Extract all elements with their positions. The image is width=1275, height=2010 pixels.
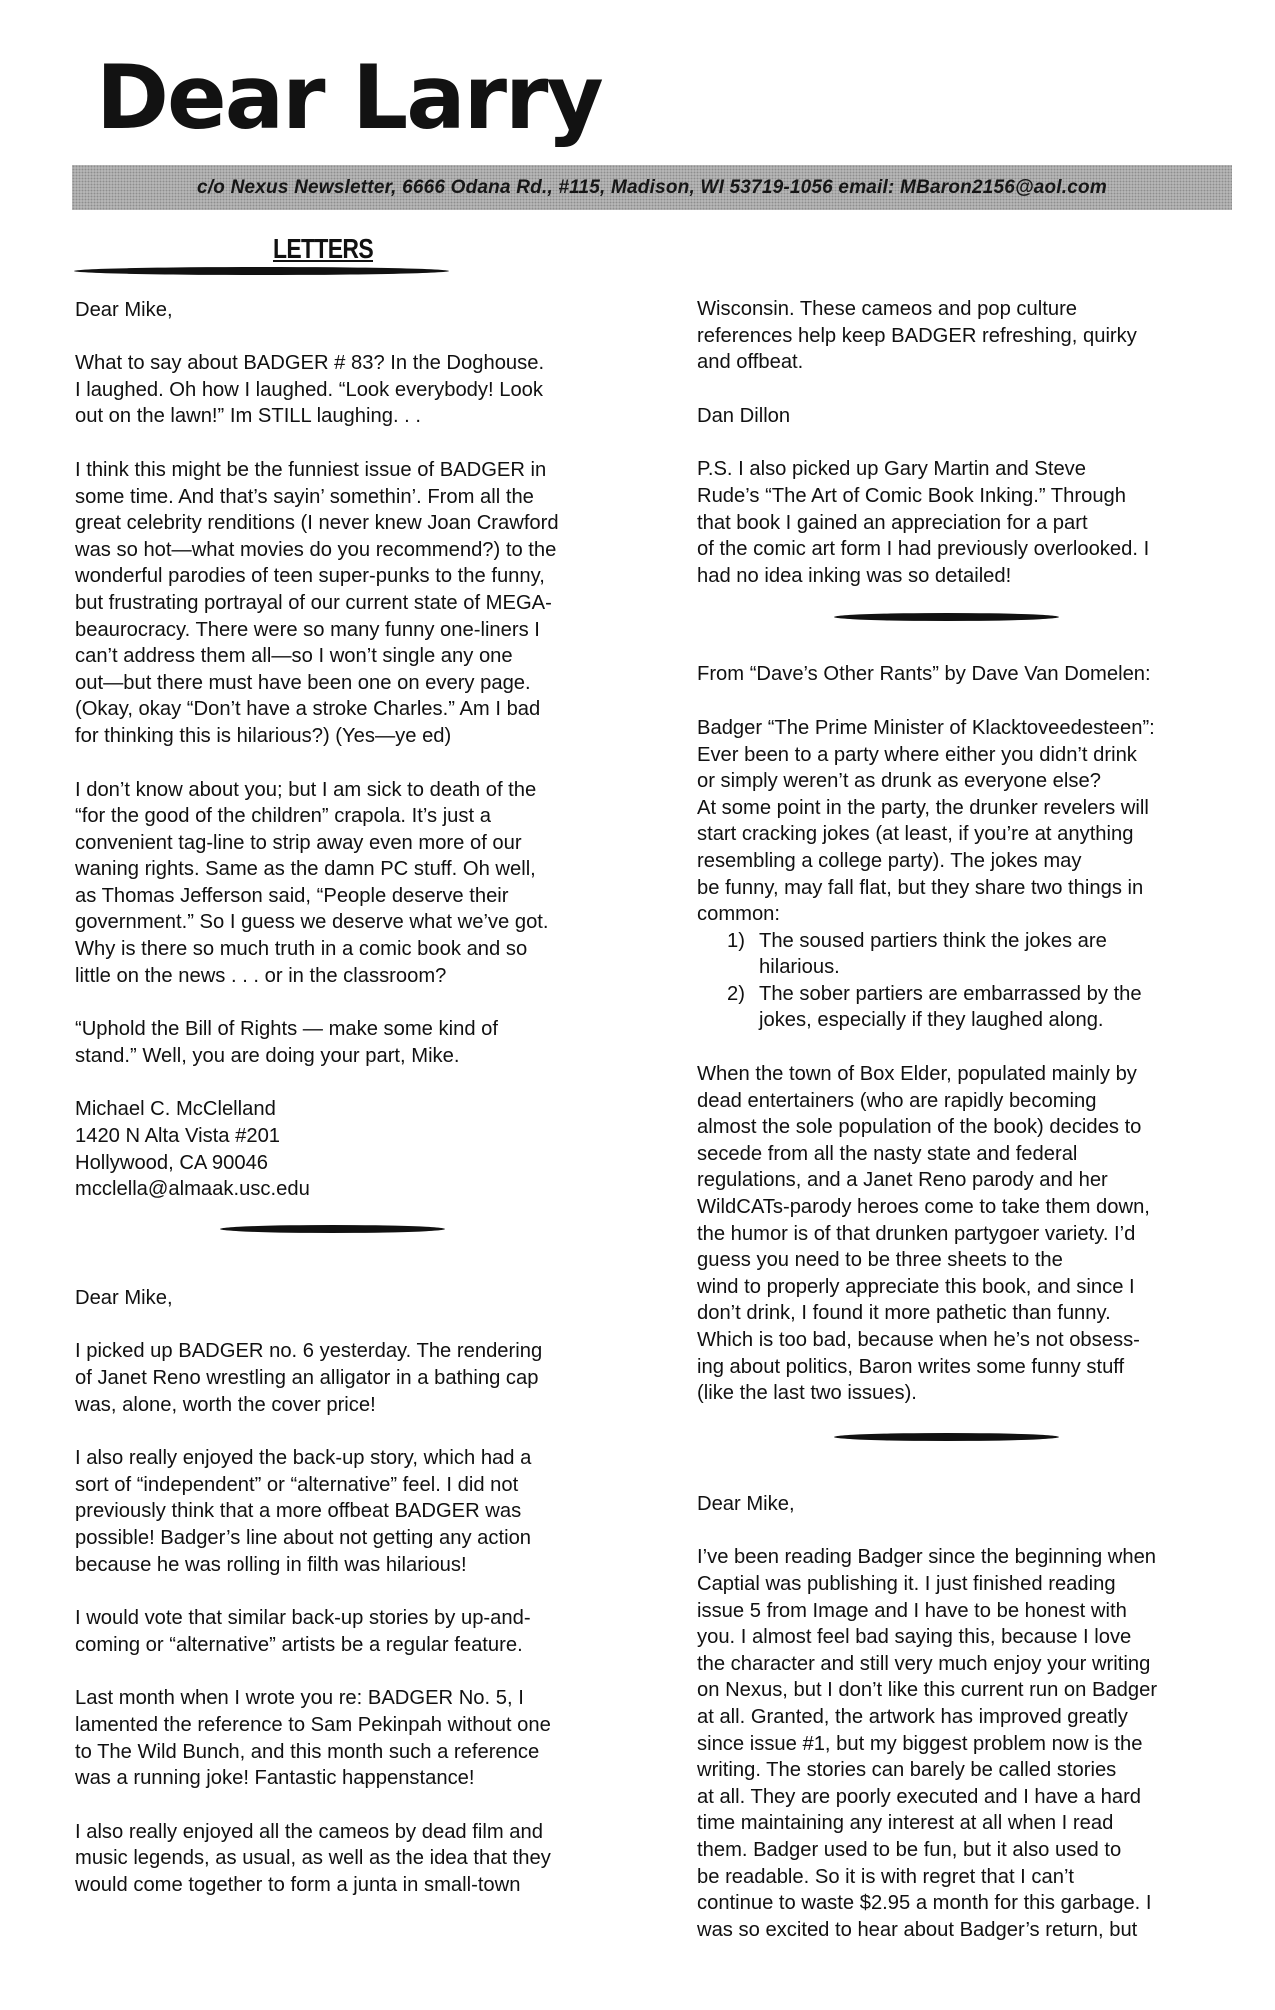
list-item: [697, 981, 1217, 1034]
letter-paragraph: Last month when I wrote you re: BADGER No. 5, I lamented the reference to Sam Pekinpah without one to The Wild Bunch, and this month such a reference was a running joke! Fantastic happenstance!: [75, 1687, 551, 1790]
letter-paragraph: I don’t know about you; but I am sick to death of the “for the good of the children” crapola. It’s just a convenient tag-line to strip away even more of our waning rights. Same as the damn PC stuff. Oh well, as Thomas Jefferson said, “People deserve their government.” So I guess we deserve what we’ve got. Why is there so much truth in a comic book and so little on the news . . . or in the classroom?: [75, 778, 549, 987]
mailing-address: c/o Nexus Newsletter, 6666 Odana Rd., #115, Madison, WI 53719-1056 email: MBaron2156@aol.com: [197, 176, 1107, 198]
letter-postscript: P.S. I also picked up Gary Martin and Steve Rude’s “The Art of Comic Book Inking.” Through that book I gained an appreciation for a part of the comic art form I had previously overlooked. I had no idea inking was so detailed!: [697, 458, 1150, 587]
letter-paragraph: I also really enjoyed the back-up story, which had a sort of “independent” or “alternative” feel. I did not previously think that a more offbeat BADGER was possible! Badger’s line about not getting any action because he was rolling in filth was hilarious!: [75, 1447, 532, 1576]
section-rule: [74, 267, 449, 275]
letter-divider: [834, 1433, 1059, 1441]
page-title: Dear Larry: [96, 46, 602, 149]
list-item-number: 1): [727, 929, 745, 952]
address-bar: [72, 165, 1232, 210]
letter-paragraph: I would vote that similar back-up stories by up-and- coming or “alternative” artists be a regular feature.: [75, 1607, 531, 1656]
letter-salutation: Dear Mike,: [697, 1492, 795, 1515]
rant-intro: From “Dave’s Other Rants” by Dave Van Domelen:: [697, 663, 1151, 686]
letter-paragraph: I also really enjoyed all the cameos by dead film and music legends, as usual, as well as the idea that they would come together to form a junta in small-town: [75, 1820, 551, 1896]
letter-signature: Michael C. McClelland 1420 N Alta Vista #201 Hollywood, CA 90046 mcclella@almaak.usc.edu: [75, 1098, 310, 1201]
letter-paragraph: I think this might be the funniest issue of BADGER in some time. And that’s sayin’ somethin’. From all the great celebrity renditions (I never knew Joan Crawford was so hot—what movies do you recommend?) to the wonderful parodies of teen super-punks to the funny, but frustrating portrayal of our current state of MEGA- beaurocracy. There were so many funny one-liners I can’t address them all—so I won’t single any one out—but there must have been one on every page. (Okay, okay “Don’t have a stroke Charles.” Am I bad for thinking this is hilarious?) (Yes—ye ed): [75, 458, 559, 747]
letter-signature: Dan Dillon: [697, 404, 791, 427]
rant-paragraph: When the town of Box Elder, populated mainly by dead entertainers (who are rapidly becoming almost the sole population of the book) decides to secede from all the nasty state and federal regulations, and a Janet Reno parody and her WildCATs-parody heroes come to take them down, the humor is of that drunken partygoer variety. I’d guess you need to be three sheets to the wind to properly appreciate this book, and since I don’t drink, I found it more pathetic than funny. Which is too bad, because when he’s not obsess- ing about politics, Baron writes some funny stuff (like the last two issues).: [697, 1063, 1150, 1405]
list-item-number: 2): [727, 982, 745, 1005]
left-column: [75, 233, 595, 1899]
rant-paragraph: Badger “The Prime Minister of Klacktoveedesteen”: Ever been to a party where either you didn’t drink or simply weren’t as drunk as everyone else? At some point in the party, the drunker revelers will start cracking jokes (at least, if you’re at anything resembling a college party). The jokes may be funny, may fall flat, but they share two things in common:: [697, 716, 1155, 926]
letter-paragraph: What to say about BADGER # 83? In the Doghouse. I laughed. Oh how I laughed. “Look everybody! Look out on the lawn!” Im STILL laughing. . .: [75, 352, 545, 428]
section-header: [74, 233, 449, 275]
letter-paragraph: I picked up BADGER no. 6 yesterday. The rendering of Janet Reno wrestling an alligator in a bathing cap was, alone, worth the cover price!: [75, 1340, 543, 1416]
rant-points-list: [697, 928, 1217, 1034]
letter-paragraph: Wisconsin. These cameos and pop culture references help keep BADGER refreshing, quirky and offbeat.: [697, 298, 1137, 374]
right-column: [697, 296, 1217, 1943]
letter-divider: [834, 613, 1059, 621]
letter-paragraph: “Uphold the Bill of Rights — make some kind of stand.” Well, you are doing your part, Mike.: [75, 1018, 499, 1067]
letter-paragraph: I’ve been reading Badger since the beginning when Captial was publishing it. I just finished reading issue 5 from Image and I have to be honest with you. I almost feel bad saying this, because I love the character and still very much enjoy your writing on Nexus, but I don’t like this current run on Badger at all. Granted, the artwork has improved greatly since issue #1, but my biggest problem now is the writing. The stories can barely be called stories at all. They are poorly executed and I have a hard time maintaining any interest at all when I read them. Badger used to be fun, but it also used to be readable. So it is with regret that I can’t continue to waste $2.95 a month for this garbage. I was so excited to hear about Badger’s return, but: [697, 1546, 1158, 1941]
section-title: LETTERS: [272, 233, 374, 264]
list-item-text: The soused partiers think the jokes are hilarious.: [759, 929, 1107, 979]
letter-salutation: Dear Mike,: [75, 1286, 173, 1309]
list-item-text: The sober partiers are embarrassed by the jokes, especially if they laughed along.: [759, 982, 1142, 1032]
letter-salutation: Dear Mike,: [75, 298, 173, 321]
list-item: [697, 928, 1217, 981]
letter-divider: [220, 1225, 445, 1233]
